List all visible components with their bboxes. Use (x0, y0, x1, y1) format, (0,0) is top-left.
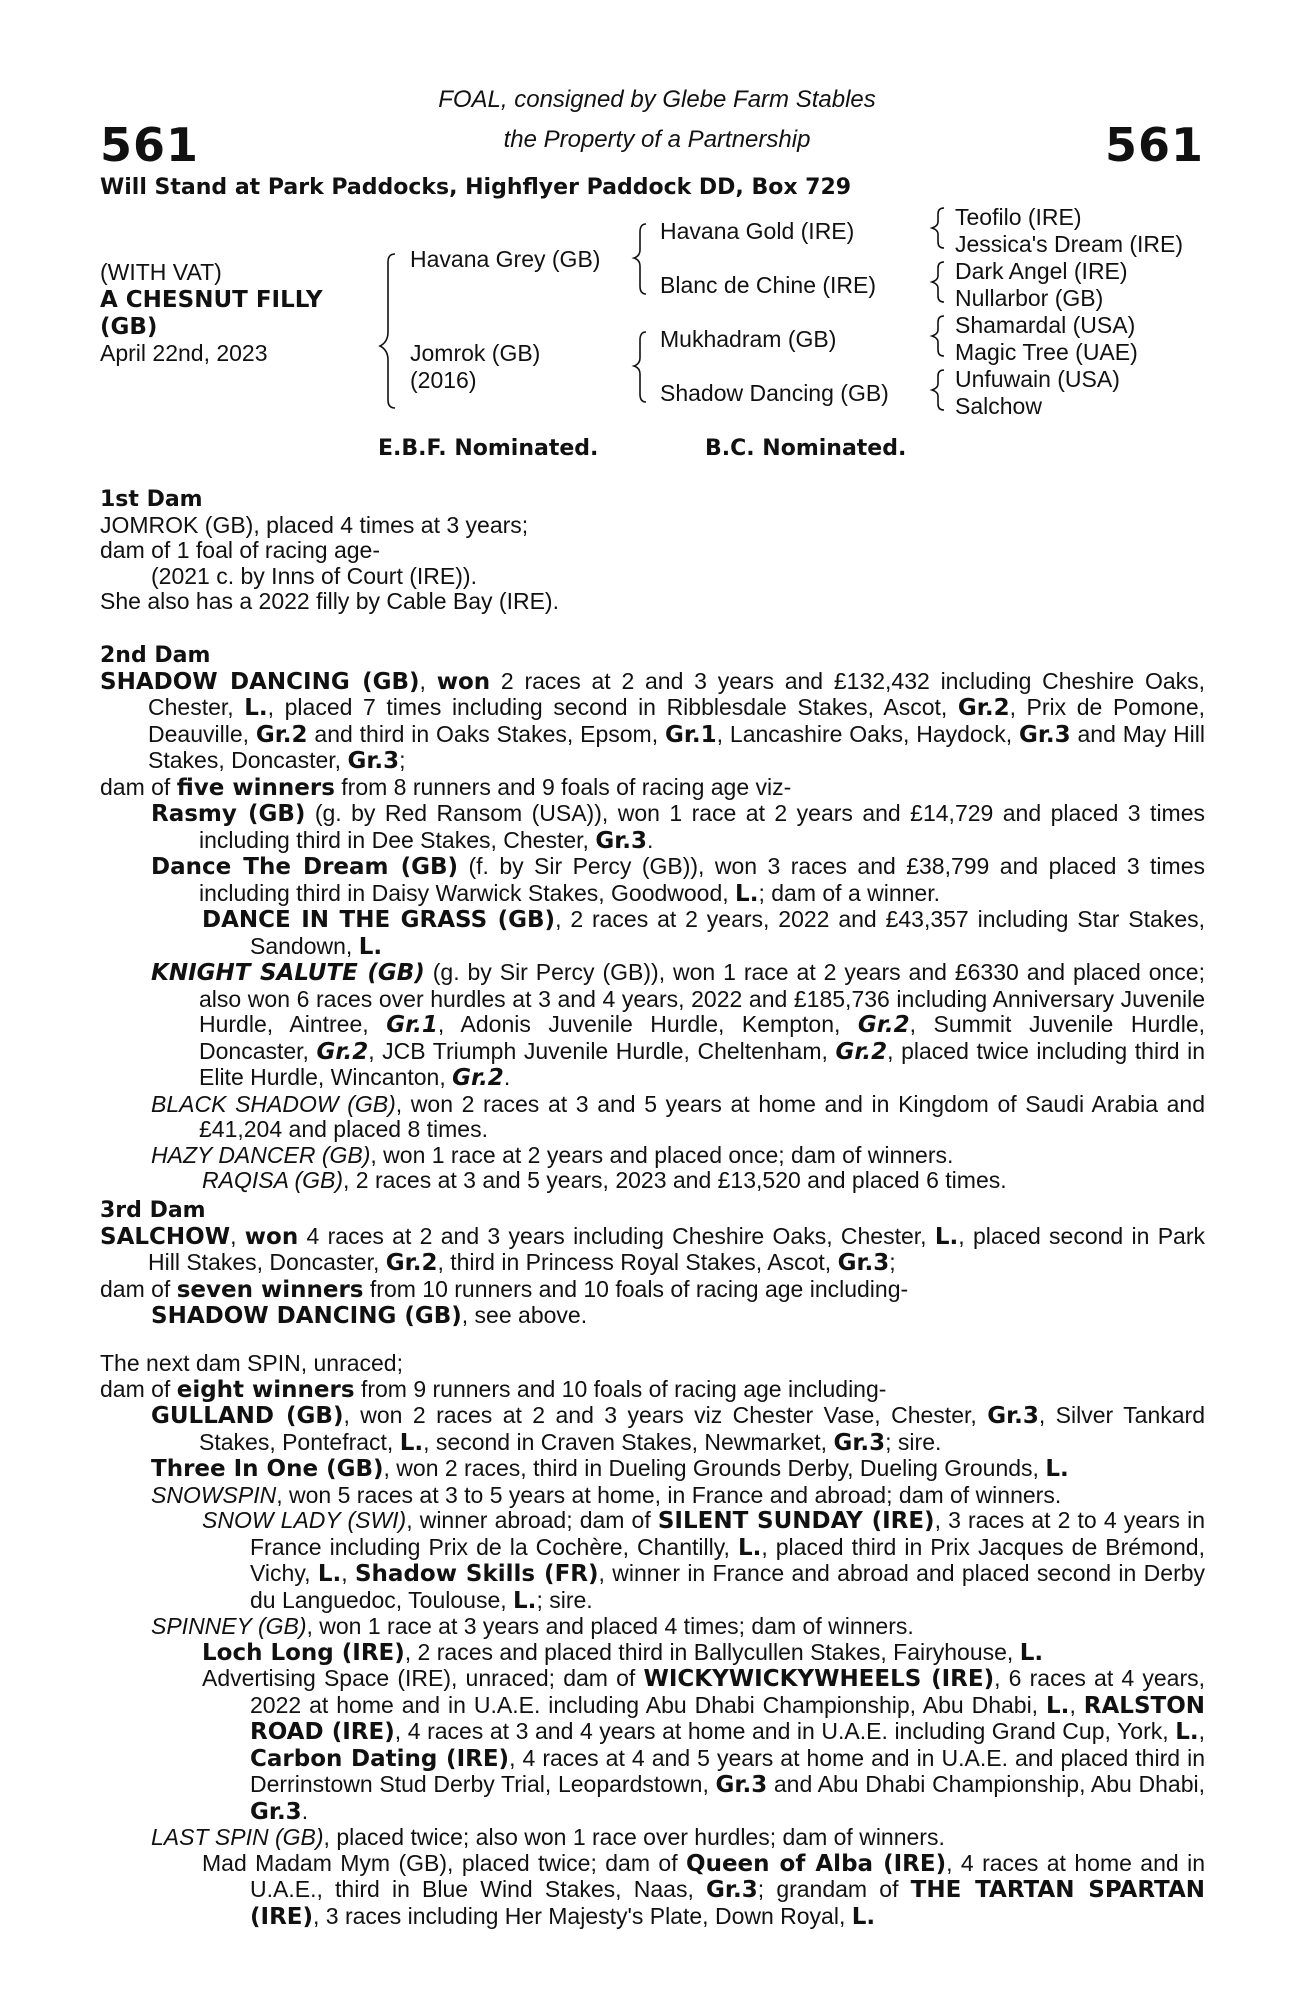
produce-entry: HAZY DANCER (GB), won 1 race at 2 years and placed once; dam of winners. (151, 1141, 954, 1168)
produce-entry: SPINNEY (GB), won 1 race at 3 years and placed 4 times; dam of winners. (151, 1613, 914, 1639)
produce-entry: BLACK SHADOW (GB), won 2 races at 3 and 5 years at home and in Kingdom of Saudi Arabia and £41,204 and placed 8 times. (151, 1090, 1205, 1142)
produce-entry: SNOWSPIN, won 5 races at 3 to 5 years at home, in France and abroad; dam of winners. (151, 1481, 1062, 1508)
first-dam-line: JOMROK (GB), placed 4 times at 3 years; (100, 511, 529, 538)
bc-nominated: B.C. Nominated. (705, 436, 907, 461)
g6: Magic Tree (UAE) (955, 339, 1138, 365)
g3: Dark Angel (IRE) (955, 258, 1128, 284)
dam-dam: Shadow Dancing (GB) (660, 380, 889, 406)
produce-entry: GULLAND (GB), won 2 races at 2 and 3 years viz Chester Vase, Chester, Gr.3, Silver Tankard Stakes, Pontefract, L., second in Craven Stakes, Newmarket, Gr.3; sire. (151, 1402, 1206, 1456)
first-dam-section (100, 487, 1205, 615)
second-dam-heading: 2nd Dam (100, 643, 211, 668)
g5: Shamardal (USA) (955, 312, 1136, 338)
dam: Jomrok (GB) (410, 340, 541, 366)
produce-entry: Advertising Space (IRE), unraced; dam of WICKYWICKYWHEELS (IRE), 6 races at 4 years, 2022 at home and in U.A.E. including Abu Dhabi Championship, Abu Dhabi, L., RALSTON ROAD (IRE), 4 races at 3 and 4 years at home and in U.A.E. including Grand Cup, York, L., Carbon Dating (IRE), 4 races at 4 and 5 years at home and in U.A.E. and placed third in Derrinstown Stud Derby Trial, Leopardstown, Gr.3 and Abu Dhabi Championship, Abu Dhabi, Gr.3. (202, 1665, 1206, 1825)
produce-entry: SNOW LADY (SWI), winner abroad; dam of SILENT SUNDAY (IRE), 3 races at 2 to 4 years in France including Prix de la Cochère, Chantilly, L., placed third in Prix Jacques de Brémond, Vichy, L., Shadow Skills (FR), winner in France and abroad and placed second in Derby du Languedoc, Toulouse, L.; sire. (202, 1507, 1206, 1614)
lot-number-right: 561 (1104, 118, 1204, 172)
third-dam-heading: 3rd Dam (100, 1198, 206, 1223)
sire: Havana Grey (GB) (410, 246, 601, 272)
produce-summary: dam of eight winners from 9 runners and 10 foals of racing age including- (100, 1375, 887, 1403)
lot-number-left: 561 (100, 118, 200, 172)
horse-name: A CHESNUT FILLY (100, 287, 323, 313)
foaling-date: April 22nd, 2023 (100, 340, 268, 366)
dam-entry: SALCHOW, won 4 races at 2 and 3 years including Cheshire Oaks, Chester, L., placed second in Park Hill Stakes, Doncaster, Gr.2, third in Princess Royal Stakes, Ascot, Gr.3; (100, 1222, 1206, 1276)
produce-summary: dam of seven winners from 10 runners and 10 foals of racing age including- (100, 1275, 909, 1303)
first-dam-line: dam of 1 foal of racing age- (100, 537, 380, 563)
first-dam-line: (2021 c. by Inns of Court (IRE)). (151, 562, 477, 589)
horse-country: (GB) (100, 314, 158, 340)
produce-entry: SHADOW DANCING (GB), see above. (151, 1302, 588, 1329)
sire-sire: Havana Gold (IRE) (660, 218, 855, 244)
produce-entry: Rasmy (GB) (g. by Red Ransom (USA)), won 1 race at 2 years and £14,729 and placed 3 times including third in Dee Stakes, Chester, Gr.3. (151, 800, 1206, 854)
g8: Salchow (955, 393, 1042, 419)
produce-entry: Three In One (GB), won 2 races, third in Dueling Grounds Derby, Dueling Grounds, L. (151, 1455, 1069, 1482)
consignor-line: FOAL, consigned by Glebe Farm Stables (438, 86, 876, 113)
g7: Unfuwain (USA) (955, 366, 1120, 392)
second-dam-section (100, 643, 1205, 1194)
dam-entry: SHADOW DANCING (GB), won 2 races at 2 and 3 years and £132,432 including Cheshire Oaks, Chester, L., placed 7 times including second in Ribblesdale Stakes, Ascot, Gr.2, Prix de Pomone, Deauville, Gr.2 and third in Oaks Stakes, Epsom, Gr.1, Lancashire Oaks, Haydock, Gr.3 and May Hill Stakes, Doncaster, Gr.3; (100, 667, 1206, 774)
g2: Jessica's Dream (IRE) (955, 231, 1184, 257)
ebf-nominated: E.B.F. Nominated. (378, 436, 599, 461)
first-dam-line: She also has a 2022 filly by Cable Bay (IRE). (100, 588, 559, 614)
produce-entry: LAST SPIN (GB), placed twice; also won 1 race over hurdles; dam of winners. (151, 1824, 945, 1850)
next-dam-line: The next dam SPIN, unraced; (100, 1350, 403, 1376)
ownership-line: the Property of a Partnership (503, 126, 811, 153)
next-dam-section (100, 1351, 1205, 1930)
pedigree-braces (0, 0, 1314, 460)
g1: Teofilo (IRE) (955, 204, 1082, 230)
produce-summary: dam of five winners from 8 runners and 9 foals of racing age viz- (100, 773, 792, 801)
vat-note: (WITH VAT) (100, 259, 222, 285)
first-dam-heading: 1st Dam (100, 487, 203, 512)
produce-entry: Dance The Dream (GB) (f. by Sir Percy (GB)), won 3 races and £38,799 and placed 3 times including third in Daisy Warwick Stakes, Goodwood, L.; dam of a winner. (151, 853, 1205, 907)
dam-year: (2016) (410, 367, 477, 393)
stand-location: Will Stand at Park Paddocks, Highflyer Paddock DD, Box 729 (100, 175, 852, 200)
produce-entry: KNIGHT SALUTE (GB) (g. by Sir Percy (GB)), won 1 race at 2 years and £6330 and placed once; also won 6 races over hurdles at 3 and 4 years, 2022 and £185,736 including Anniversary Juvenile Hurdle, Aintree, Gr.1, Adonis Juvenile Hurdle, Kempton, Gr.2, Summit Juvenile Hurdle, Doncaster, Gr.2, JCB Triumph Juvenile Hurdle, Cheltenham, Gr.2, placed twice including third in Elite Hurdle, Wincanton, Gr.2. (151, 959, 1206, 1091)
produce-entry: DANCE IN THE GRASS (GB), 2 races at 2 years, 2022 and £43,357 including Star Stakes, Sandown, L. (202, 906, 1205, 960)
dam-sire: Mukhadram (GB) (660, 326, 837, 352)
produce-entry: RAQISA (GB), 2 races at 3 and 5 years, 2023 and £13,520 and placed 6 times. (202, 1167, 1007, 1193)
g4: Nullarbor (GB) (955, 285, 1104, 311)
third-dam-section (100, 1198, 1205, 1330)
produce-entry: Loch Long (IRE), 2 races and placed third in Ballycullen Stakes, Fairyhouse, L. (202, 1638, 1044, 1666)
sire-dam: Blanc de Chine (IRE) (660, 272, 877, 298)
produce-entry: Mad Madam Mym (GB), placed twice; dam of Queen of Alba (IRE), 4 races at home and in U.A.E., third in Blue Wind Stakes, Naas, Gr.3; grandam of THE TARTAN SPARTAN (IRE), 3 races including Her Majesty's Plate, Down Royal, L. (202, 1849, 1205, 1930)
